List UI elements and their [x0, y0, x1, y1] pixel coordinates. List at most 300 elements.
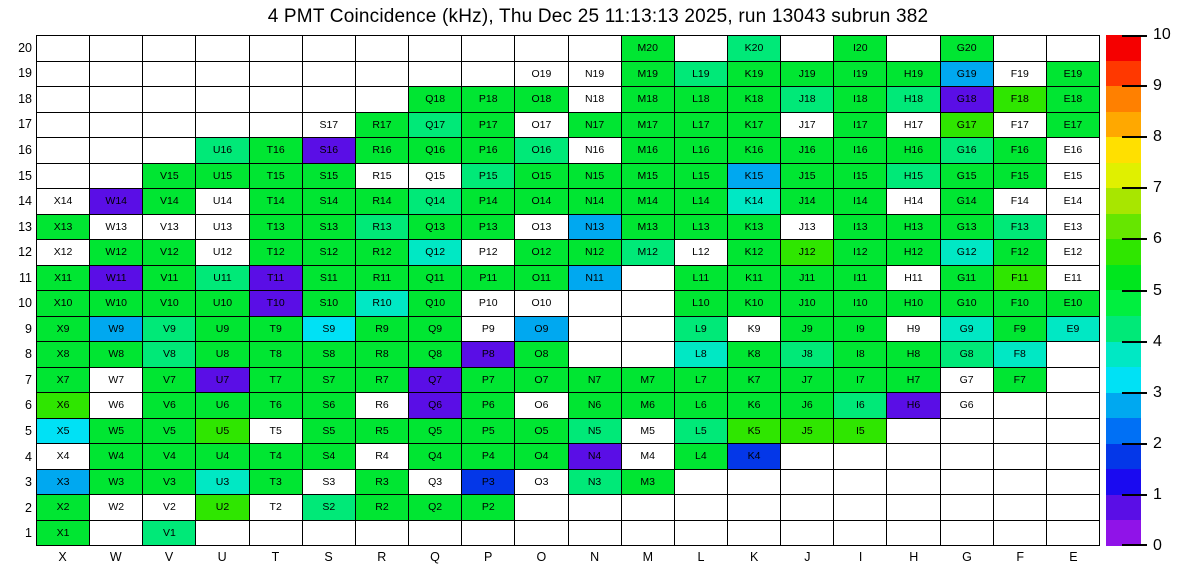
cell-G6: G6 [941, 393, 993, 418]
cell-P12: P12 [462, 240, 514, 265]
cell-I10: I10 [834, 291, 886, 316]
cell-M12: M12 [622, 240, 674, 265]
col-label-L: L [697, 550, 705, 564]
cell-M1 [622, 521, 674, 546]
cell-I14: I14 [834, 189, 886, 214]
cell-U8: U8 [196, 342, 248, 367]
cell-V2: V2 [143, 495, 195, 520]
cell-R12: R12 [356, 240, 408, 265]
cell-O17: O17 [515, 113, 567, 138]
colorbar-band-16 [1106, 444, 1141, 470]
cell-G12: G12 [941, 240, 993, 265]
cell-E4 [1047, 444, 1099, 469]
row-label-11: 11 [19, 270, 32, 285]
cell-J3 [781, 470, 833, 495]
cell-E6 [1047, 393, 1099, 418]
cell-N3: N3 [569, 470, 621, 495]
col-label-U: U [217, 550, 227, 564]
cell-K6: K6 [728, 393, 780, 418]
cell-S3: S3 [303, 470, 355, 495]
cell-W17 [90, 113, 142, 138]
cell-M10 [622, 291, 674, 316]
cell-K9: K9 [728, 317, 780, 342]
colorbar-tick-label-7: 7 [1153, 179, 1162, 197]
cell-H14: H14 [887, 189, 939, 214]
cell-G9: G9 [941, 317, 993, 342]
cell-Q9: Q9 [409, 317, 461, 342]
cell-N7: N7 [569, 368, 621, 393]
colorbar-band-0 [1106, 35, 1141, 61]
cell-K8: K8 [728, 342, 780, 367]
cell-N4: N4 [569, 444, 621, 469]
cell-R1 [356, 521, 408, 546]
cell-F16: F16 [994, 138, 1046, 163]
cell-Q12: Q12 [409, 240, 461, 265]
cell-U20 [196, 36, 248, 61]
cell-O10: O10 [515, 291, 567, 316]
cell-H2 [887, 495, 939, 520]
colorbar-band-19 [1106, 520, 1141, 546]
row-label-16: 16 [18, 142, 32, 157]
cell-I4 [834, 444, 886, 469]
cell-I7: I7 [834, 368, 886, 393]
cell-O9: O9 [515, 317, 567, 342]
cell-G18: G18 [941, 87, 993, 112]
cell-M16: M16 [622, 138, 674, 163]
cell-S9: S9 [303, 317, 355, 342]
row-label-7: 7 [25, 372, 32, 387]
cell-G8: G8 [941, 342, 993, 367]
col-label-T: T [271, 550, 280, 564]
cell-G20: G20 [941, 36, 993, 61]
cell-P20 [462, 36, 514, 61]
cell-M11 [622, 266, 674, 291]
cell-W20 [90, 36, 142, 61]
cell-N6: N6 [569, 393, 621, 418]
cell-P9: P9 [462, 317, 514, 342]
cell-U19 [196, 62, 248, 87]
cell-G17: G17 [941, 113, 993, 138]
cell-V11: V11 [143, 266, 195, 291]
cell-E1 [1047, 521, 1099, 546]
cell-L18: L18 [675, 87, 727, 112]
cell-O13: O13 [515, 215, 567, 240]
cell-V9: V9 [143, 317, 195, 342]
colorbar-band-8 [1106, 239, 1141, 265]
cell-L19: L19 [675, 62, 727, 87]
cell-R19 [356, 62, 408, 87]
cell-V13: V13 [143, 215, 195, 240]
colorbar-tick-3 [1122, 392, 1147, 394]
cell-R9: R9 [356, 317, 408, 342]
row-label-17: 17 [18, 117, 32, 132]
cell-E15: E15 [1047, 164, 1099, 189]
colorbar-band-5 [1106, 163, 1141, 189]
cell-W7: W7 [90, 368, 142, 393]
cell-I9: I9 [834, 317, 886, 342]
cell-S6: S6 [303, 393, 355, 418]
cell-E14: E14 [1047, 189, 1099, 214]
cell-V7: V7 [143, 368, 195, 393]
col-label-E: E [1069, 550, 1078, 564]
cell-S14: S14 [303, 189, 355, 214]
cell-H9: H9 [887, 317, 939, 342]
cell-M5: M5 [622, 419, 674, 444]
cell-F1 [994, 521, 1046, 546]
cell-N9 [569, 317, 621, 342]
row-label-13: 13 [18, 219, 32, 234]
cell-H10: H10 [887, 291, 939, 316]
row-label-19: 19 [18, 66, 32, 81]
col-label-R: R [377, 550, 387, 564]
cell-Q4: Q4 [409, 444, 461, 469]
cell-K4: K4 [728, 444, 780, 469]
colorbar-band-18 [1106, 495, 1141, 521]
cell-S5: S5 [303, 419, 355, 444]
cell-S20 [303, 36, 355, 61]
cell-P3: P3 [462, 470, 514, 495]
cell-U1 [196, 521, 248, 546]
cell-V8: V8 [143, 342, 195, 367]
cell-Q20 [409, 36, 461, 61]
cell-X10: X10 [37, 291, 89, 316]
cell-H5 [887, 419, 939, 444]
colorbar-tick-label-8: 8 [1153, 128, 1162, 146]
cell-H6: H6 [887, 393, 939, 418]
cell-J4 [781, 444, 833, 469]
cell-F9: F9 [994, 317, 1046, 342]
cell-V18 [143, 87, 195, 112]
colorbar-tick-8 [1122, 136, 1147, 138]
cell-O2 [515, 495, 567, 520]
colorbar-band-9 [1106, 265, 1141, 291]
cell-I18: I18 [834, 87, 886, 112]
cell-V4: V4 [143, 444, 195, 469]
colorbar-band-1 [1106, 61, 1141, 87]
cell-G11: G11 [941, 266, 993, 291]
cell-L8: L8 [675, 342, 727, 367]
cell-T2: T2 [250, 495, 302, 520]
cell-E13: E13 [1047, 215, 1099, 240]
row-label-5: 5 [25, 424, 32, 439]
cell-O16: O16 [515, 138, 567, 163]
cell-F11: F11 [994, 266, 1046, 291]
cell-F8: F8 [994, 342, 1046, 367]
colorbar-tick-label-4: 4 [1153, 332, 1162, 350]
cell-R20 [356, 36, 408, 61]
cell-N12: N12 [569, 240, 621, 265]
cell-N19: N19 [569, 62, 621, 87]
row-label-12: 12 [18, 245, 32, 260]
cell-T19 [250, 62, 302, 87]
cell-I16: I16 [834, 138, 886, 163]
cell-V6: V6 [143, 393, 195, 418]
cell-P16: P16 [462, 138, 514, 163]
cell-R15: R15 [356, 164, 408, 189]
cell-Q1 [409, 521, 461, 546]
cell-T7: T7 [250, 368, 302, 393]
cell-R10: R10 [356, 291, 408, 316]
cell-E16: E16 [1047, 138, 1099, 163]
cell-S17: S17 [303, 113, 355, 138]
cell-U4: U4 [196, 444, 248, 469]
cell-H12: H12 [887, 240, 939, 265]
cell-T13: T13 [250, 215, 302, 240]
cell-R4: R4 [356, 444, 408, 469]
cell-X9: X9 [37, 317, 89, 342]
col-label-W: W [109, 550, 122, 564]
colorbar-band-2 [1106, 86, 1141, 112]
col-label-X: X [58, 550, 67, 564]
cell-M3: M3 [622, 470, 674, 495]
cell-G7: G7 [941, 368, 993, 393]
row-label-3: 3 [25, 475, 32, 490]
cell-R7: R7 [356, 368, 408, 393]
row-label-14: 14 [18, 194, 32, 209]
colorbar-band-6 [1106, 188, 1141, 214]
cell-W2: W2 [90, 495, 142, 520]
colorbar-tick-7 [1122, 187, 1147, 189]
cell-U9: U9 [196, 317, 248, 342]
row-label-1: 1 [25, 526, 32, 541]
cell-X12: X12 [37, 240, 89, 265]
cell-E19: E19 [1047, 62, 1099, 87]
cell-H19: H19 [887, 62, 939, 87]
colorbar-band-3 [1106, 112, 1141, 138]
colorbar-band-17 [1106, 469, 1141, 495]
cell-N5: N5 [569, 419, 621, 444]
cell-X19 [37, 62, 89, 87]
cell-V17 [143, 113, 195, 138]
cell-V15: V15 [143, 164, 195, 189]
cell-G19: G19 [941, 62, 993, 87]
cell-H15: H15 [887, 164, 939, 189]
cell-V16 [143, 138, 195, 163]
cell-T18 [250, 87, 302, 112]
cell-X14: X14 [37, 189, 89, 214]
cell-O14: O14 [515, 189, 567, 214]
cell-G14: G14 [941, 189, 993, 214]
cell-J2 [781, 495, 833, 520]
cell-M15: M15 [622, 164, 674, 189]
cell-S4: S4 [303, 444, 355, 469]
cell-U5: U5 [196, 419, 248, 444]
cell-O20 [515, 36, 567, 61]
cell-X6: X6 [37, 393, 89, 418]
cell-G3 [941, 470, 993, 495]
cell-F13: F13 [994, 215, 1046, 240]
cell-P2: P2 [462, 495, 514, 520]
cell-F18: F18 [994, 87, 1046, 112]
cell-J14: J14 [781, 189, 833, 214]
cell-N8 [569, 342, 621, 367]
colorbar-band-12 [1106, 342, 1141, 368]
cell-P14: P14 [462, 189, 514, 214]
cell-T16: T16 [250, 138, 302, 163]
cell-W14: W14 [90, 189, 142, 214]
cell-K20: K20 [728, 36, 780, 61]
cell-S13: S13 [303, 215, 355, 240]
cell-W10: W10 [90, 291, 142, 316]
cell-Q5: Q5 [409, 419, 461, 444]
cell-F3 [994, 470, 1046, 495]
cell-Q3: Q3 [409, 470, 461, 495]
cell-W15 [90, 164, 142, 189]
cell-F20 [994, 36, 1046, 61]
cell-L4: L4 [675, 444, 727, 469]
cell-Q6: Q6 [409, 393, 461, 418]
col-label-O: O [536, 550, 547, 564]
cell-F4 [994, 444, 1046, 469]
col-label-J: J [804, 550, 811, 564]
cell-K14: K14 [728, 189, 780, 214]
cell-L6: L6 [675, 393, 727, 418]
cell-W18 [90, 87, 142, 112]
colorbar-tick-label-2: 2 [1153, 434, 1162, 452]
cell-G4 [941, 444, 993, 469]
cell-S16: S16 [303, 138, 355, 163]
col-label-Q: Q [430, 550, 440, 564]
col-label-V: V [164, 550, 174, 564]
cell-M14: M14 [622, 189, 674, 214]
cell-J6: J6 [781, 393, 833, 418]
cell-E9: E9 [1047, 317, 1099, 342]
cell-R13: R13 [356, 215, 408, 240]
cell-P8: P8 [462, 342, 514, 367]
cell-L7: L7 [675, 368, 727, 393]
cell-I17: I17 [834, 113, 886, 138]
cell-P1 [462, 521, 514, 546]
colorbar-tick-label-1: 1 [1153, 485, 1162, 503]
cell-F15: F15 [994, 164, 1046, 189]
cell-G5 [941, 419, 993, 444]
cell-I2 [834, 495, 886, 520]
cell-V3: V3 [143, 470, 195, 495]
cell-J15: J15 [781, 164, 833, 189]
cell-H7: H7 [887, 368, 939, 393]
cell-R18 [356, 87, 408, 112]
cell-G13: G13 [941, 215, 993, 240]
row-label-18: 18 [18, 91, 32, 106]
cell-X3: X3 [37, 470, 89, 495]
cell-M17: M17 [622, 113, 674, 138]
cell-L1 [675, 521, 727, 546]
cell-L3 [675, 470, 727, 495]
cell-H18: H18 [887, 87, 939, 112]
cell-W12: W12 [90, 240, 142, 265]
row-label-9: 9 [25, 321, 32, 336]
cell-F6 [994, 393, 1046, 418]
cell-M9 [622, 317, 674, 342]
row-label-6: 6 [25, 398, 32, 413]
cell-W5: W5 [90, 419, 142, 444]
cell-R16: R16 [356, 138, 408, 163]
cell-P11: P11 [462, 266, 514, 291]
cell-J1 [781, 521, 833, 546]
cell-T11: T11 [250, 266, 302, 291]
cell-W9: W9 [90, 317, 142, 342]
cell-K19: K19 [728, 62, 780, 87]
row-label-8: 8 [25, 347, 32, 362]
cell-T12: T12 [250, 240, 302, 265]
cell-N1 [569, 521, 621, 546]
cell-V12: V12 [143, 240, 195, 265]
cell-L5: L5 [675, 419, 727, 444]
cell-F5 [994, 419, 1046, 444]
cell-E20 [1047, 36, 1099, 61]
cell-U15: U15 [196, 164, 248, 189]
row-label-4: 4 [25, 449, 32, 464]
cell-P15: P15 [462, 164, 514, 189]
cell-U10: U10 [196, 291, 248, 316]
y-axis-row-labels [6, 35, 32, 546]
cell-M7: M7 [622, 368, 674, 393]
cell-F14: F14 [994, 189, 1046, 214]
cell-V5: V5 [143, 419, 195, 444]
cell-I6: I6 [834, 393, 886, 418]
cell-M20: M20 [622, 36, 674, 61]
cell-W3: W3 [90, 470, 142, 495]
cell-S10: S10 [303, 291, 355, 316]
cell-Q8: Q8 [409, 342, 461, 367]
cell-T14: T14 [250, 189, 302, 214]
cell-L14: L14 [675, 189, 727, 214]
cell-I5: I5 [834, 419, 886, 444]
colorbar-band-13 [1106, 367, 1141, 393]
cell-I3 [834, 470, 886, 495]
cell-I15: I15 [834, 164, 886, 189]
row-label-20: 20 [18, 40, 32, 55]
cell-S1 [303, 521, 355, 546]
cell-U3: U3 [196, 470, 248, 495]
cell-K17: K17 [728, 113, 780, 138]
cell-W19 [90, 62, 142, 87]
cell-T15: T15 [250, 164, 302, 189]
row-label-2: 2 [25, 500, 32, 515]
cell-Q11: Q11 [409, 266, 461, 291]
cell-N16: N16 [569, 138, 621, 163]
cell-W13: W13 [90, 215, 142, 240]
cell-I19: I19 [834, 62, 886, 87]
cell-V19 [143, 62, 195, 87]
cell-X5: X5 [37, 419, 89, 444]
col-label-N: N [590, 550, 600, 564]
cell-X17 [37, 113, 89, 138]
cell-U12: U12 [196, 240, 248, 265]
cell-T6: T6 [250, 393, 302, 418]
cell-K13: K13 [728, 215, 780, 240]
cell-O1 [515, 521, 567, 546]
col-label-K: K [750, 550, 759, 564]
cell-W1 [90, 521, 142, 546]
cell-O4: O4 [515, 444, 567, 469]
cell-E17: E17 [1047, 113, 1099, 138]
cell-V1: V1 [143, 521, 195, 546]
cell-H17: H17 [887, 113, 939, 138]
cell-R14: R14 [356, 189, 408, 214]
cell-E11: E11 [1047, 266, 1099, 291]
cell-H20 [887, 36, 939, 61]
cell-Q15: Q15 [409, 164, 461, 189]
cell-F19: F19 [994, 62, 1046, 87]
cell-J20 [781, 36, 833, 61]
cell-I1 [834, 521, 886, 546]
cell-N13: N13 [569, 215, 621, 240]
cell-R5: R5 [356, 419, 408, 444]
colorbar-tick-1 [1122, 494, 1147, 496]
cell-T10: T10 [250, 291, 302, 316]
cell-P10: P10 [462, 291, 514, 316]
